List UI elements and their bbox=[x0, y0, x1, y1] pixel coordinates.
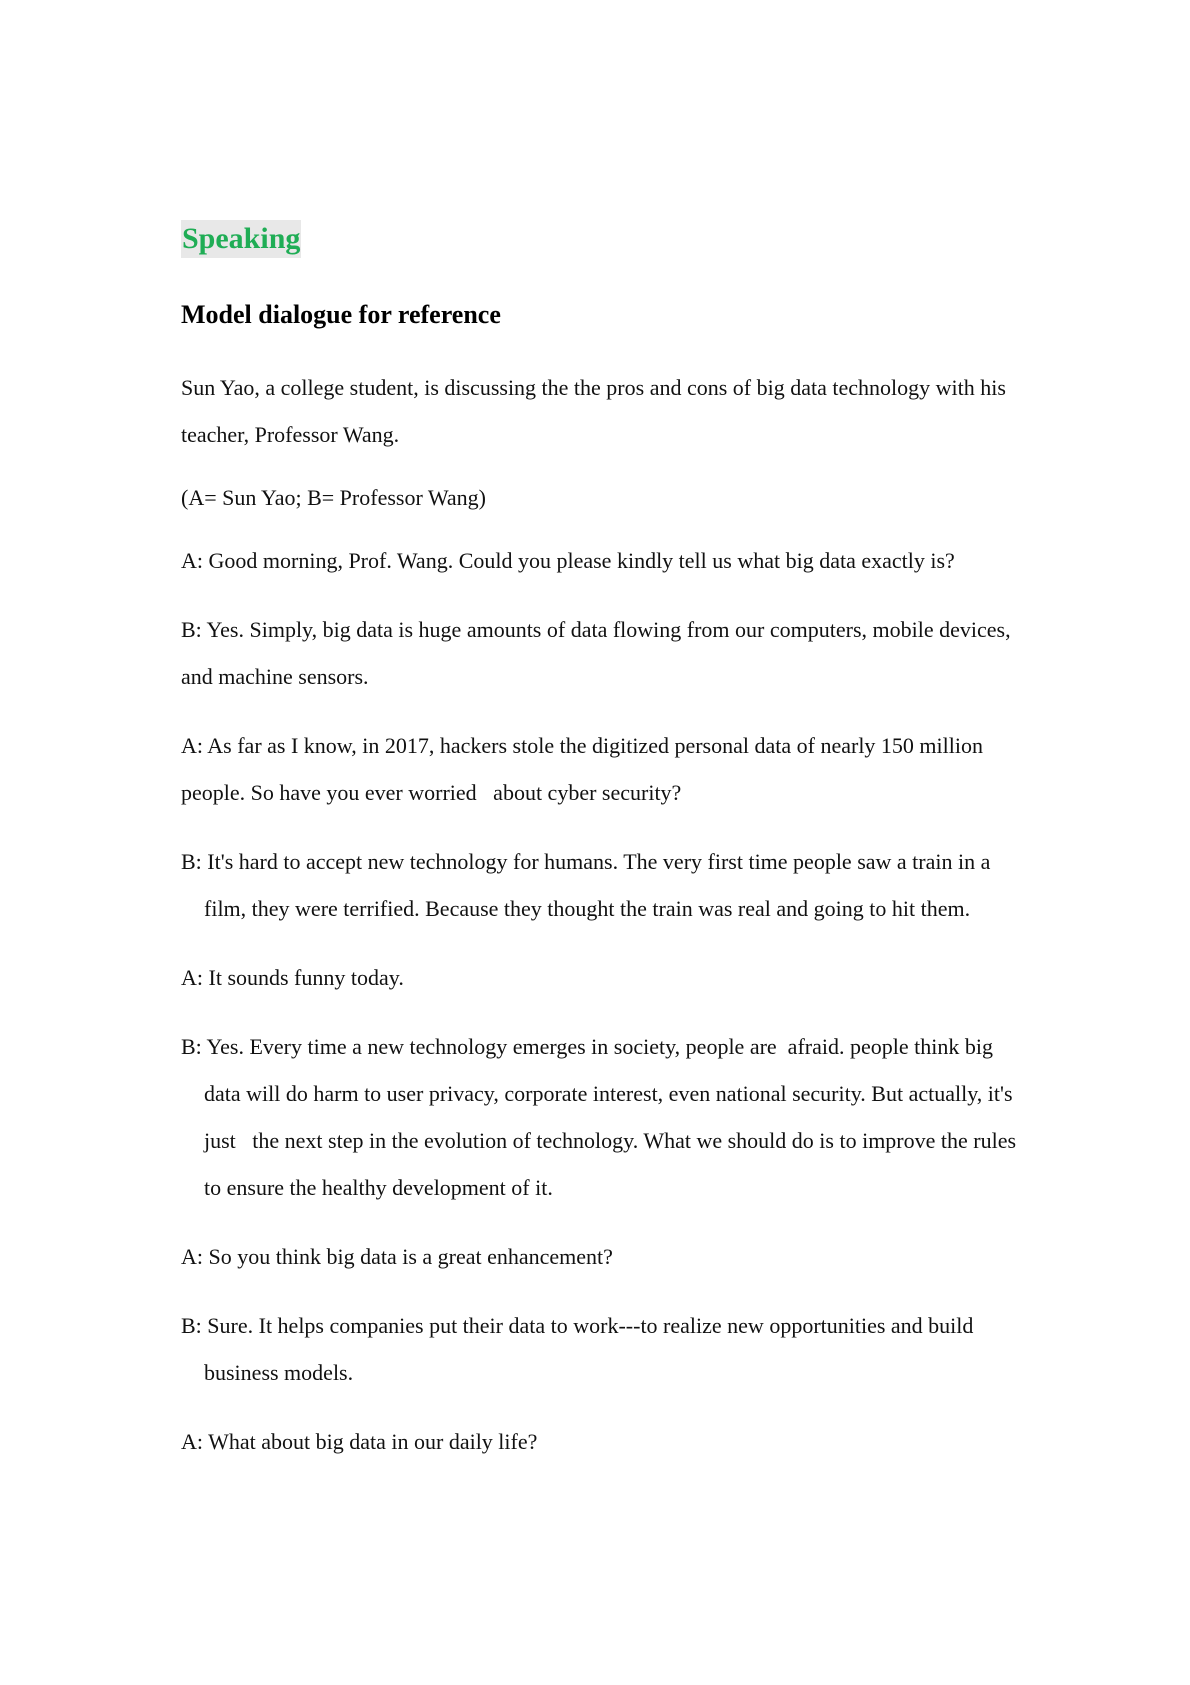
dialogue-subtitle: Model dialogue for reference bbox=[181, 300, 501, 329]
dialogue-line: A: So you think big data is a great enhancement? bbox=[181, 1244, 613, 1269]
intro-paragraph: Sun Yao, a college student, is discussing the the pros and cons of big data technology with his teacher, Professor Wang. bbox=[181, 375, 1012, 447]
section-title: Speaking bbox=[181, 220, 301, 258]
dialogue-line: A: It sounds funny today. bbox=[181, 965, 404, 990]
dialogue-line: B: It's hard to accept new technology for humans. The very first time people saw a train in a film, they were terrified. Because they thought the train was real and going to hit them. bbox=[181, 849, 996, 921]
dialogue-line: A: Good morning, Prof. Wang. Could you please kindly tell us what big data exactly is? bbox=[181, 548, 955, 573]
dialogue-line: B: Yes. Simply, big data is huge amounts of data flowing from our computers, mobile devices, and machine sensors. bbox=[181, 617, 1017, 689]
roles-line: (A= Sun Yao; B= Professor Wang) bbox=[181, 485, 486, 510]
dialogue-line: A: As far as I know, in 2017, hackers stole the digitized personal data of nearly 150 million people. So have you ever worried about cyber security? bbox=[181, 733, 989, 805]
dialogue-line: B: Yes. Every time a new technology emerges in society, people are afraid. people think big data will do harm to user privacy, corporate interest, even national security. But actually, it's just the next step in the evolution of technology. What we should do is to improve the rules to ensure the healthy development of it. bbox=[181, 1034, 1022, 1200]
document-page bbox=[181, 220, 1021, 1487]
dialogue-line: A: What about big data in our daily life? bbox=[181, 1429, 538, 1454]
dialogue-line: B: Sure. It helps companies put their data to work---to realize new opportunities and build business models. bbox=[181, 1313, 979, 1385]
